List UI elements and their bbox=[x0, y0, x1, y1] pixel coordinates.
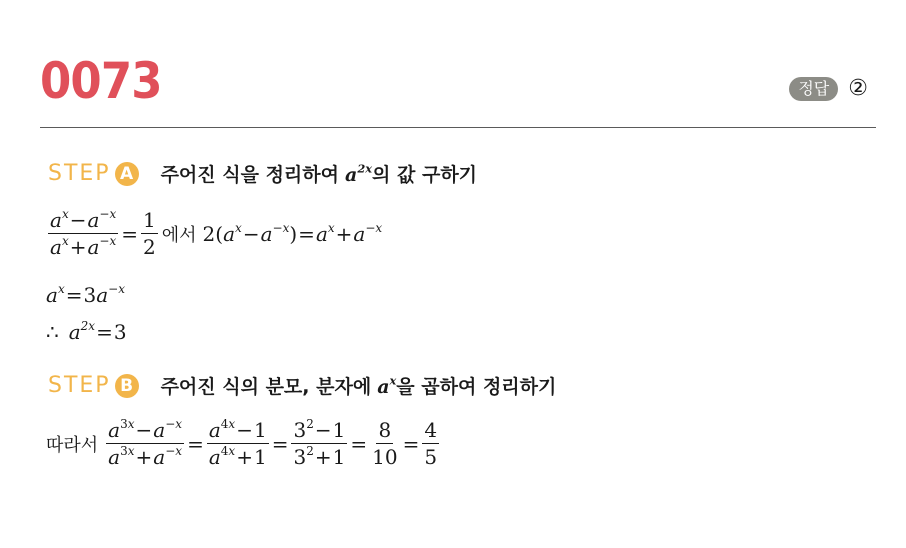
problem-number: 0073 bbox=[40, 52, 162, 110]
therefore-symbol: ∴ bbox=[46, 320, 59, 344]
step-b-title-text: 주어진 식의 분모, 분자에 bbox=[160, 376, 372, 398]
fraction-lhs: $\frac{a^x-a^{-x}}{a^x+a^{-x}}$ bbox=[50, 207, 117, 259]
answer-badge: 정답 bbox=[789, 77, 838, 101]
step-a-title bbox=[161, 160, 477, 187]
fraction-step-b-2: $\frac{a^{4x}-1}{a^{4x}+1}$ bbox=[208, 417, 267, 469]
fraction-step-b-1: $\frac{a^{3x}-a^{-x}}{a^{3x}+a^{-x}}$ bbox=[108, 417, 183, 469]
answer-value: ② bbox=[848, 76, 868, 101]
fraction-result: $\frac{4}{5}$ bbox=[424, 418, 438, 469]
step-a-title-math: $a^{2x}$ bbox=[345, 161, 373, 186]
step-a-label: STEP bbox=[48, 161, 111, 186]
equation-line-4: 따라서 $\frac{a^{3x}-a^{-x}}{a^{3x}+a^{-x}}$ = $\frac{a^{4x}-1}{a^{4x}+1}$ = $\frac{3^2-1}{3^2+1}$ = $\frac{8}{10}$ = $\frac{4}{5}$ bbox=[46, 417, 438, 469]
therefore-text: 따라서 bbox=[46, 434, 99, 456]
fraction-step-b-3: $\frac{3^2-1}{3^2+1}$ bbox=[293, 417, 346, 469]
step-b-title-suffix: 을 곱하여 정리하기 bbox=[396, 376, 557, 398]
step-a-title-text: 주어진 식을 정리하여 bbox=[160, 164, 339, 186]
equation-line-1: $\frac{a^x-a^{-x}}{a^x+a^{-x}}$ = $\frac{1}{2}$ 에서 $2(a^x-a^{-x})=a^x+a^{-x}$ bbox=[50, 207, 383, 259]
fraction-step-b-4: $\frac{8}{10}$ bbox=[372, 418, 398, 469]
answer-area bbox=[789, 76, 868, 101]
step-b-header bbox=[48, 372, 556, 399]
equation-line-3: ∴ $a^{2x}=3$ bbox=[46, 319, 127, 344]
header-divider bbox=[40, 127, 876, 128]
step-b-badge: B bbox=[115, 374, 139, 398]
step-b-label: STEP bbox=[48, 373, 111, 398]
fraction-half: $\frac{1}{2}$ bbox=[143, 208, 156, 259]
step-a-badge: A bbox=[115, 162, 139, 186]
equation-rhs: $2(a^x-a^{-x})=a^x+a^{-x}$ bbox=[202, 220, 383, 246]
connector-text: 에서 bbox=[161, 224, 197, 246]
step-b-title bbox=[161, 372, 557, 399]
step-a-title-suffix: 의 값 구하기 bbox=[372, 164, 478, 186]
step-b-title-math: $a^x$ bbox=[377, 373, 397, 398]
step-a-header bbox=[48, 160, 477, 187]
equation-line-2: $a^x=3a^{-x}$ bbox=[46, 282, 125, 307]
